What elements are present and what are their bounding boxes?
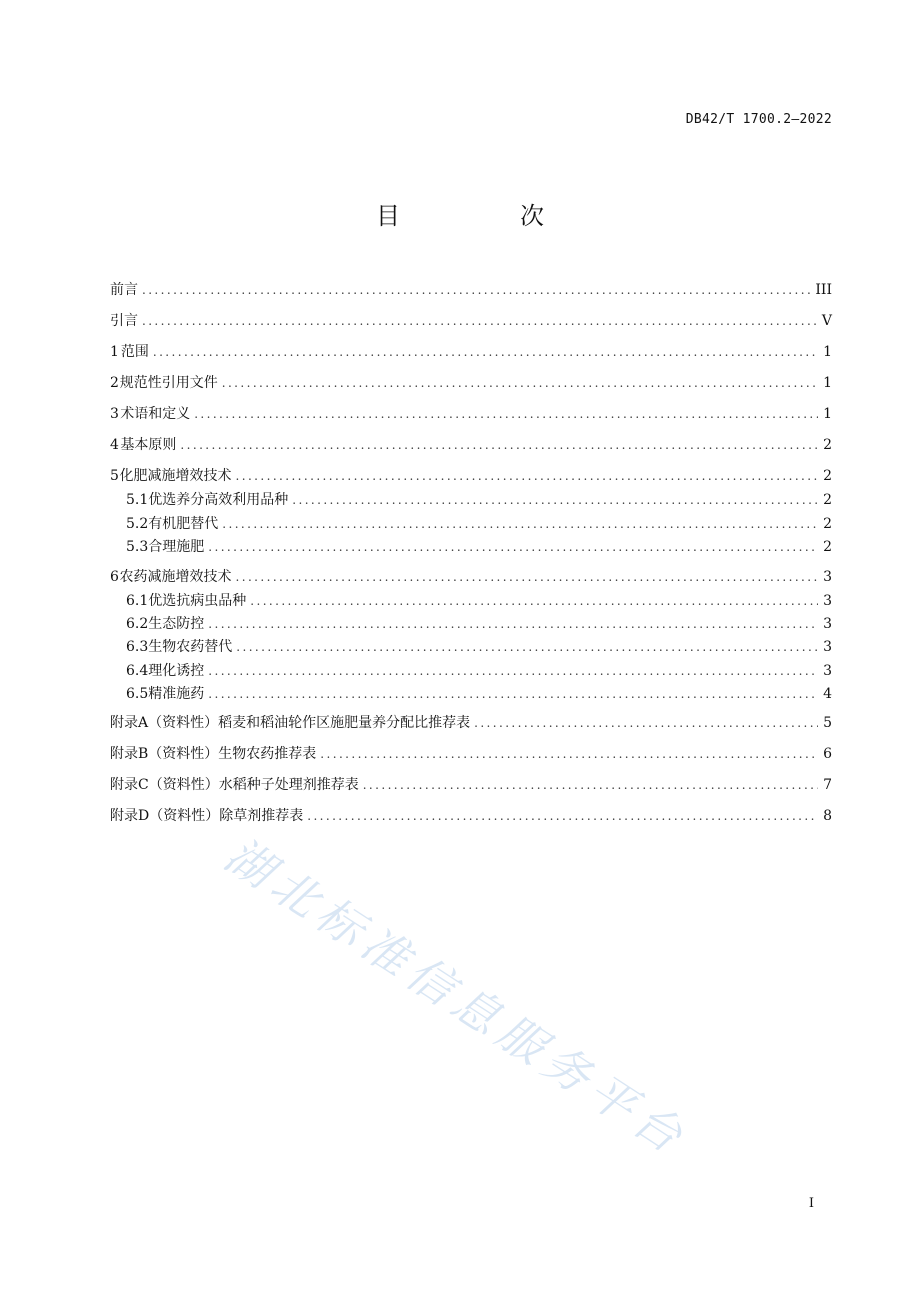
toc-entry-number: 5.3	[126, 539, 149, 555]
toc-entry-title: 优选抗病虫品种	[148, 593, 247, 609]
toc-entry[interactable]	[110, 567, 832, 587]
toc-entry-title: 合理施肥	[148, 539, 205, 555]
toc-entry-page: 1	[823, 344, 832, 360]
toc-entry-page: 1	[823, 375, 832, 391]
toc-entry-page: 1	[823, 406, 832, 422]
toc-entry-page: 3	[823, 569, 832, 585]
toc-dot-leader	[153, 342, 818, 362]
toc-entry-title: 除草剂推荐表	[219, 808, 304, 824]
toc-entry-title: 范围	[120, 344, 149, 360]
toc-entry-title: 生物农药替代	[148, 639, 233, 655]
toc-entry-title: 术语和定义	[120, 406, 191, 422]
toc-entry-title: 前言	[110, 282, 138, 298]
page-number: I	[808, 1196, 814, 1211]
toc-entry[interactable]	[110, 342, 832, 362]
toc-entry-title: 化肥减施增效技术	[119, 468, 232, 484]
toc-entry[interactable]	[110, 373, 832, 393]
toc-dot-leader	[142, 280, 811, 300]
toc-entry-page: 2	[823, 516, 832, 532]
toc-entry-page: 6	[823, 746, 832, 762]
toc-entry[interactable]	[126, 684, 832, 704]
toc-entry-page: 2	[823, 468, 832, 484]
toc-entry-page: 2	[823, 437, 832, 453]
toc-entry-title: 理化诱控	[148, 663, 205, 679]
toc-entry-page: 2	[823, 492, 832, 508]
toc-entry-title: 有机肥替代	[148, 516, 219, 532]
toc-entry-number: 6.5	[126, 686, 149, 702]
toc-entry-title: 水稻种子处理剂推荐表	[218, 777, 359, 793]
toc-entry[interactable]	[126, 537, 832, 557]
toc-entry-page: V	[821, 313, 832, 329]
toc-entry-title: 规范性引用文件	[119, 375, 218, 391]
toc-dot-leader	[292, 490, 818, 510]
toc-entry-number: 附录C（资料性）	[110, 777, 219, 793]
toc-entry[interactable]	[110, 775, 832, 795]
page-title: 目 次	[376, 202, 592, 230]
doc-code: DB42/T 1700.2—2022	[685, 112, 832, 127]
toc-entry-title: 基本原则	[120, 437, 177, 453]
toc-entry-number: 5	[110, 468, 119, 484]
watermark: 湖北标准信息服务平台	[215, 827, 698, 1167]
toc-dot-leader	[142, 311, 818, 331]
toc-dot-leader	[180, 435, 818, 455]
toc-entry-number: 6.3	[126, 639, 149, 655]
toc-dot-leader	[320, 744, 818, 764]
toc-entry-number: 附录D（资料性）	[110, 808, 220, 824]
toc-entry-page: 2	[823, 539, 832, 555]
toc-entry[interactable]	[110, 280, 832, 300]
toc-dot-leader	[236, 637, 818, 657]
toc-entry-number: 附录B（资料性）	[110, 746, 219, 762]
toc-entry[interactable]	[126, 614, 832, 634]
toc-entry-number: 3	[110, 406, 119, 422]
toc-dot-leader	[236, 466, 818, 486]
toc-entry-number: 4	[110, 437, 119, 453]
toc-entry-page: 4	[823, 686, 832, 702]
toc-entry[interactable]	[110, 311, 832, 331]
toc-entry-title: 稻麦和稻油轮作区施肥量养分配比推荐表	[218, 715, 471, 731]
toc-entry[interactable]	[110, 404, 832, 424]
toc-dot-leader	[236, 567, 818, 587]
toc-entry[interactable]	[110, 744, 832, 764]
toc-entry-number: 附录A（资料性）	[110, 715, 219, 731]
toc-entry[interactable]	[110, 466, 832, 486]
toc-entry[interactable]	[110, 713, 832, 733]
toc-dot-leader	[208, 684, 818, 704]
toc-entry[interactable]	[126, 637, 832, 657]
toc-entry-page: 7	[823, 777, 832, 793]
toc-entry-page: 8	[823, 808, 832, 824]
toc-dot-leader	[222, 514, 818, 534]
toc-dot-leader	[250, 591, 818, 611]
toc-dot-leader	[208, 614, 818, 634]
toc-entry[interactable]	[126, 490, 832, 510]
toc-entry-page: 3	[823, 663, 832, 679]
toc-entry-number: 1	[110, 344, 119, 360]
toc-entry-number: 5.1	[126, 492, 149, 508]
toc-entry-page: 3	[823, 639, 832, 655]
toc-entry[interactable]	[126, 661, 832, 681]
toc-dot-leader	[222, 373, 818, 393]
toc-entry-page: 5	[823, 715, 832, 731]
toc-entry-title: 精准施药	[148, 686, 205, 702]
toc-entry-number: 5.2	[126, 516, 149, 532]
toc-entry-page: 3	[823, 593, 832, 609]
toc-entry-title: 生物农药推荐表	[218, 746, 317, 762]
toc-entry[interactable]	[126, 591, 832, 611]
toc-entry-number: 6.2	[126, 616, 149, 632]
toc-entry-title: 优选养分高效利用品种	[148, 492, 289, 508]
toc-entry-page: 3	[823, 616, 832, 632]
toc-dot-leader	[194, 404, 818, 424]
toc-entry-title: 引言	[110, 313, 138, 329]
toc-entry-number: 6.1	[126, 593, 149, 609]
toc-entry-number: 6.4	[126, 663, 149, 679]
toc-dot-leader	[307, 806, 818, 826]
toc-entry-title: 生态防控	[148, 616, 205, 632]
toc-dot-leader	[474, 713, 818, 733]
toc-entry[interactable]	[126, 514, 832, 534]
toc-entry[interactable]	[110, 806, 832, 826]
toc-entry-page: III	[815, 282, 832, 298]
toc-entry[interactable]	[110, 435, 832, 455]
toc-dot-leader	[208, 537, 818, 557]
toc-entry-number: 6	[110, 569, 119, 585]
toc-entry-title: 农药减施增效技术	[119, 569, 232, 585]
toc-entry-number: 2	[110, 375, 119, 391]
toc-dot-leader	[208, 661, 818, 681]
toc-dot-leader	[363, 775, 818, 795]
